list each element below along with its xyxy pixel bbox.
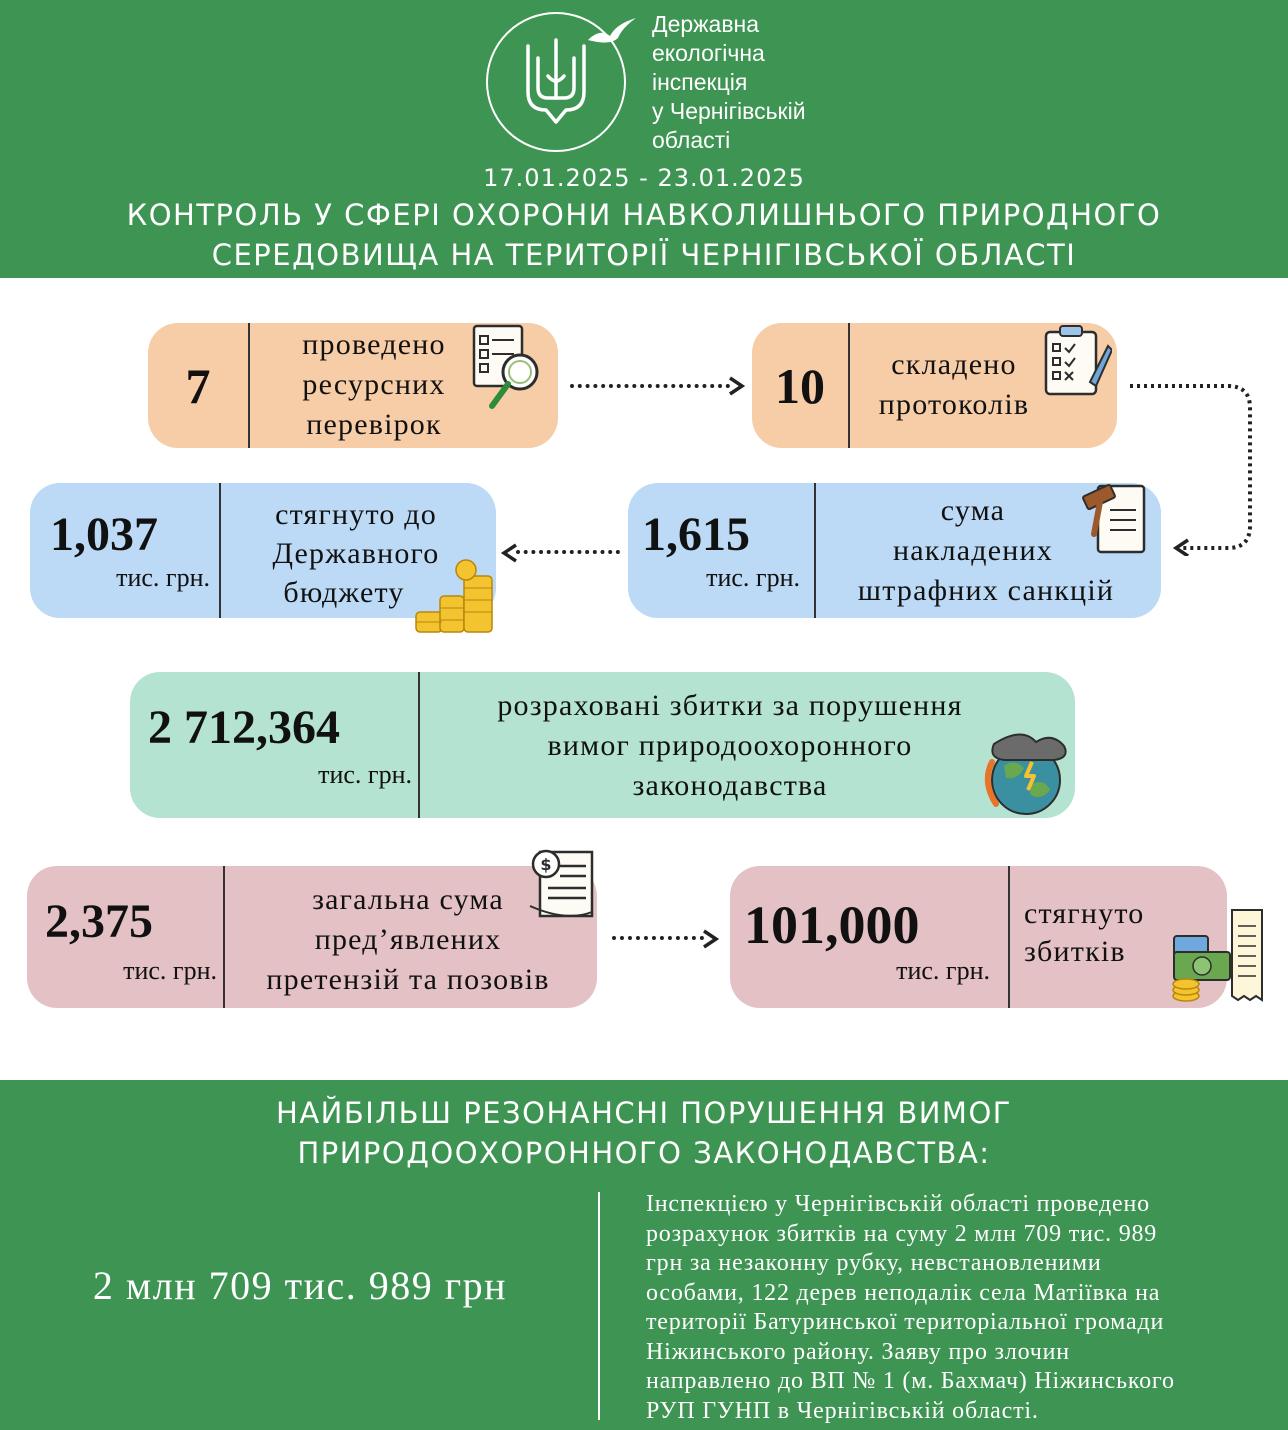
damages-card <box>130 672 1075 818</box>
description-line: території Батуринської територіальної громади <box>646 1309 1165 1335</box>
recovered-card <box>730 866 1227 1008</box>
inspections-label-1: проведено <box>302 328 446 361</box>
description-line: РУП ГУНП в Чернігівській області. <box>646 1397 1039 1424</box>
protocols-value: 10 <box>775 358 825 414</box>
org-name-line-3: інспекція <box>652 69 748 95</box>
card-divider <box>1008 866 1010 1008</box>
inspections-label-3: перевірок <box>306 408 442 441</box>
claims-card <box>27 866 597 1008</box>
recovered-label-1: стягнуто <box>1024 897 1145 930</box>
budget-collected-label-2: Державного <box>272 537 440 570</box>
damages-label-1: розраховані збитки за порушення <box>497 689 963 722</box>
fines-label-2: накладених <box>893 534 1053 567</box>
damages-unit: тис. грн. <box>318 760 412 789</box>
description-line: грн за незаконну рубку, невстановленими <box>646 1250 1102 1276</box>
claims-unit: тис. грн. <box>123 956 217 985</box>
org-name-line-1: Державна <box>652 11 760 37</box>
card-divider <box>248 323 250 448</box>
description-line: розрахунок збитків на суму 2 млн 709 тис. 989 <box>646 1220 1158 1247</box>
page-title-line-1: КОНТРОЛЬ У СФЕРІ ОХОРОНИ НАВКОЛИШНЬОГО ПРИРОДНОГО <box>126 198 1162 232</box>
flow-arrow-line <box>516 550 620 554</box>
flow-arrow-line <box>612 936 704 940</box>
budget-collected-value: 1,037 <box>50 508 158 561</box>
card-divider <box>418 672 420 818</box>
description-line: направлено до ВП № 1 (м. Бахмач) Ніжинського <box>646 1368 1175 1394</box>
damages-value: 2 712,364 <box>148 701 340 754</box>
claims-label-3: претензій та позовів <box>266 963 550 996</box>
arrow-left-icon <box>500 543 518 563</box>
claims-value: 2,375 <box>45 895 153 948</box>
budget-collected-label-1: стягнуто до <box>275 498 437 531</box>
bird-icon <box>586 14 638 48</box>
protocols-label-2: протоколів <box>878 388 1030 421</box>
section-title-line-2: ПРИРОДООХОРОННОГО ЗАКОНОДАВСТВА: <box>297 1136 991 1170</box>
inspections-value: 7 <box>185 358 211 414</box>
money-receipt-icon <box>1168 906 1268 1002</box>
budget-collected-unit: тис. грн. <box>116 563 210 592</box>
svg-text:$: $ <box>540 855 552 874</box>
recovered-unit: тис. грн. <box>896 956 990 985</box>
description-line: Ніжинського району. Заяву про злочин <box>646 1338 1070 1365</box>
invoice-dollar-icon <box>526 848 600 924</box>
card-divider <box>848 323 850 448</box>
claims-label-1: загальна сума <box>312 883 504 916</box>
damages-label-2: вимог природоохоронного <box>547 729 913 762</box>
section-title-line-1: НАЙБІЛЬШ РЕЗОНАНСНІ ПОРУШЕННЯ ВИМОГ <box>276 1096 1012 1130</box>
org-name-line-5: області <box>652 127 731 153</box>
fines-unit: тис. грн. <box>706 563 800 592</box>
description-line: Інспекцією у Чернігівській області проведено <box>646 1191 1150 1217</box>
arrow-right-icon <box>728 376 746 396</box>
org-name-line-4: у Чернігівській <box>652 98 806 124</box>
arrow-right-icon <box>702 929 720 949</box>
org-name-line-2: екологічна <box>652 40 765 66</box>
claims-label-2: пред’явлених <box>314 923 502 956</box>
document-magnifier-icon <box>470 322 546 414</box>
card-divider <box>814 483 816 618</box>
earth-storm-icon <box>974 722 1078 818</box>
gavel-document-icon <box>1080 480 1150 560</box>
flow-arrow-line <box>570 384 730 388</box>
page-title-line-2: СЕРЕДОВИЩА НА ТЕРИТОРІЇ ЧЕРНІГІВСЬКОЇ ОБЛАСТІ <box>211 238 1077 272</box>
damages-label-3: законодавства <box>632 769 828 802</box>
recovered-label-2: збитків <box>1024 935 1126 968</box>
clipboard-checklist-icon <box>1040 322 1112 398</box>
trident-icon <box>520 36 592 128</box>
fines-value: 1,615 <box>642 508 750 561</box>
section-divider <box>598 1192 600 1420</box>
resonant-amount: 2 млн 709 тис. 989 грн <box>92 1263 508 1308</box>
resonant-description <box>646 1190 1276 1426</box>
recovered-value: 101,000 <box>744 895 920 955</box>
fines-label-3: штрафних санкцій <box>857 574 1115 607</box>
inspections-label-2: ресурсних <box>302 368 446 401</box>
budget-collected-label-3: бюджету <box>283 576 405 609</box>
protocols-label-1: складено <box>891 348 1017 381</box>
header-banner <box>0 0 1288 278</box>
description-line: особами, 122 дерев неподалік села Матіївка на <box>646 1279 1161 1306</box>
fines-label-1: сума <box>940 494 1006 527</box>
coin-stacks-icon <box>412 556 498 636</box>
report-period: 17.01.2025 - 23.01.2025 <box>483 164 805 192</box>
